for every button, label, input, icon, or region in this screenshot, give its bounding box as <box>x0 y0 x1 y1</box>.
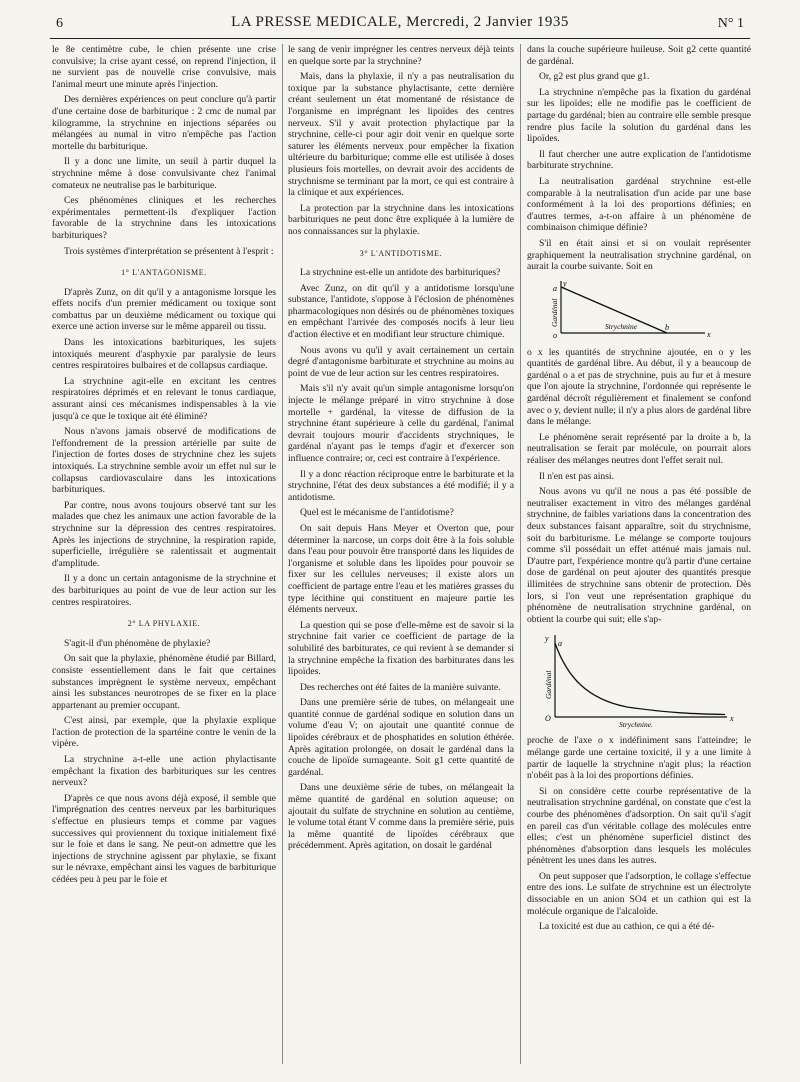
paragraph: La strychnine est-elle un antidote des barbituriques? <box>300 267 501 279</box>
paragraph: o x les quantités de strychnine ajoutée, en o y les quantités de gardénal libre. Au début, il y a beaucoup de gardénal o a et pas de strychnine, puis au fur et à mesure que l'on ajoute la strychnine, l'ordonnée qui représente le gardénal décroît régulièrement et finalement se confond avec o y, devient nulle; il n'y a plus alors de gardénal libre dans le mélange. <box>527 346 751 428</box>
paragraph: Dans une deuxième série de tubes, on mélangeait la même quantité de gardénal en solution aqueuse; on ajoutait du sulfate de strychnine en solution au centième, le volume total étant V comme dans la première série, puis la même quantité de lipoïdes cérébraux que précédemment. Après agitation, on dosait le gardénal <box>288 782 514 852</box>
paragraph: D'après ce que nous avons déjà exposé, il semble que l'imprégnation des centres nerveux par les barbituriques s'effectue en plusieurs temps et comme par vagues successives qui proviennent du toxique initialement fixé sur le foie et dans le sang. Ne peut-on admettre que les injections de strychnine agissent par phylaxie, se fixant sur le névraxe, empêchant ainsi les vagues de barbiturique cédées peu à peu par le foie et <box>52 792 276 885</box>
origin-label: o <box>553 330 557 340</box>
section-heading-phylaxie: 2° LA PHYLAXIE. <box>127 619 201 629</box>
paragraph: La protection par la strychnine dans les intoxications barbituriques ne peut donc être expliquée à la lumière de nos connaissances sur la phylaxie. <box>288 202 514 237</box>
section-heading-antidotisme: 3° L'ANTIDOTISME. <box>359 248 443 258</box>
paragraph: Dans les intoxications barbituriques, les sujets intoxiqués meurent d'asphyxie par paralysie de leurs centres respiratoires bulbaires et de collapsus cardiaque. <box>52 337 276 372</box>
paragraph: Il faut chercher une autre explication de l'antidotisme barbiturate strychnine. <box>527 148 751 172</box>
paragraph: C'est ainsi, par exemple, que la phylaxie explique l'action de protection de la spartéine contre le venin de la vipère. <box>52 715 276 750</box>
paragraph: Il y a donc une limite, un seuil à partir duquel la strychnine même à dose convulsivante chez l'animal comateux ne neutralise pas le barbiturique. <box>52 156 276 191</box>
column-2 <box>288 44 514 1064</box>
figure-linear-neutralisation <box>527 277 751 341</box>
paragraph: le sang de venir imprégner les centres nerveux déjà teints en quelque sorte par la strychnine? <box>288 44 514 67</box>
paragraph: Nous avons vu qu'il ne nous a pas été possible de neutraliser exactement in vitro des mélanges gardénal strychnine, de faibles variations dans la concentration des deux substances faisant apparaître, soit du strychnisme, soit du barbiturisme. Le mélange se comporte toujours comme s'il possédait un effet atténué mais jamais nul. D'autre part, l'expérience montre qu'à partir d'une certaine dose de gardénal on peut ajouter des quantités presque illimitées de strychnine sans obtenir de protection. Dès lors, si l'on veut une représentation graphique du phénomène de neutralisation strychnine gardénal, on obtient la courbe qui suit; elle s'ap- <box>527 486 751 625</box>
paragraph: Or, g2 est plus grand que g1. <box>539 71 650 83</box>
issue-number: N° 1 <box>717 16 744 31</box>
y-axis-letter: y <box>563 278 567 288</box>
paragraph: On sait que la phylaxie, phénomène étudié par Billard, consiste essentiellement dans le fait que certaines substances imprègnent le système nerveux, empêchant ainsi les substances neurotropes de se fixer en la place appartenant au premier occupant. <box>52 653 276 711</box>
paragraph: Le phénomène serait représenté par la droite a b, la neutralisation se ferait par molécule, on pourrait alors réaliser des mélanges neutres dont l'effet serait nul. <box>527 431 751 467</box>
paragraph: Si on considère cette courbe représentative de la neutralisation strychnine gardénal, on constate que c'est la courbe des phénomènes d'adsorption. On sait qu'il s'agit en pareil cas d'un véritable collage des molécules entre elles; c'est un phénomène superficiel distinct des phénomènes d'absorption dans lesquels les molécules pénètrent les unes dans les autres. <box>527 785 751 867</box>
paragraph: Mais, dans la phylaxie, il n'y a pas neutralisation du toxique par la substance phylactisante, cette dernière créant seulement un état momentané de résistance de l'organisme en imprégnant les lipoïdes des centres nerveux. S'il y avait protection phylactique par la strychnine, celle-ci pour agir doit venir en quelque sorte saturer les éléments nerveux pour empêcher la fixation ultérieure du barbiturique; comme elle est utilisée à doses plusieurs fois mortelles, on devrait avoir des accidents de strychnisme se terminant par la mort, ce qui est contraire à la clinique et aux expériences. <box>288 71 514 199</box>
x-axis-letter: x <box>730 714 734 724</box>
paragraph: La strychnine n'empêche pas la fixation du gardénal sur les lipoïdes; elle ne modifie pas le coefficient de partage du gardénal; bien au contraire elle semble presque rendre plus facile la solution du gardénal dans les lipoïdes. <box>527 86 751 145</box>
paragraph: On sait depuis Hans Meyer et Overton que, pour déterminer la narcose, un corps doit être à la fois soluble dans l'eau pour pouvoir être transporté dans les liquides de l'organisme et soluble dans les lipoïdes pour pouvoir se fixer sur les cellules nerveuses; il existe alors un coefficient de partage entre l'eau et les matières grasses du type lécithine qui constituent en majeure partie les éléments nerveux. <box>288 522 514 616</box>
point-a-label: a <box>553 283 557 293</box>
y-axis-letter: y <box>545 634 549 644</box>
column-1 <box>52 44 276 1064</box>
adsorption-curve <box>555 643 725 715</box>
paragraph: On peut supposer que l'adsorption, le collage s'effectue entre des ions. Le sulfate de strychnine est un électrolyte dissociable en un anion SO4 et un cathion qui est la molécule organique de l'alcaloïde. <box>527 870 751 917</box>
paragraph: Ces phénomènes cliniques et les recherches expérimentales permettent-ils d'expliquer l'action favorable de la strychnine dans les intoxications barbituriques? <box>52 195 276 241</box>
journal-title: LA PRESSE MEDICALE, Mercredi, 2 Janvier 1935 <box>231 14 569 30</box>
paragraph: proche de l'axe o x indéfiniment sans l'atteindre; le mélange garde une certaine toxicité, il y a une limite à partir de laquelle la strychnine n'agit plus; la réaction n'obéit pas à la loi des proportions définies. <box>527 735 751 782</box>
paragraph: D'après Zunz, on dit qu'il y a antagonisme lorsque les effets nocifs d'un premier médicament ou toxique sont combattus par un deuxième médicament ou toxique qui exerce une action inverse sur le même appareil ou tissu. <box>52 286 276 333</box>
section-heading-antagonisme: 1° L'ANTAGONISME. <box>121 268 207 278</box>
paragraph: dans la couche supérieure huileuse. Soit g2 cette quantité de gardénal. <box>527 44 751 67</box>
page-number: 6 <box>56 16 63 31</box>
paragraph: Des recherches ont été faites de la manière suivante. <box>300 681 501 693</box>
x-axis-label: Strychnine. <box>619 720 653 730</box>
paragraph: Nous n'avons jamais observé de modifications de l'effondrement de la pression artérielle par suite de l'injection de fortes doses de strychnine chez les sujets intoxiqués. La strychnine semble avoir un effet nul sur le collapsus cardiovasculaire dans les intoxications barbituriques. <box>52 426 276 496</box>
paragraph: La strychnine a-t-elle une action phylactisante empêchant la fixation des barbituriques sur les centres nerveux? <box>52 754 276 789</box>
paragraph: La strychnine agit-elle en excitant les centres respiratoires déprimés et en relevant le tonus cardiaque, assurant ainsi ces mécanismes indispensables à la vie jusqu'à ce que le toxique ait été éliminé? <box>52 375 276 422</box>
figure-adsorption-curve <box>527 629 751 729</box>
paragraph: Avec Zunz, on dit qu'il y a antidotisme lorsqu'une substance, l'antidote, s'oppose à l'éclosion de phénomènes pharmacologiques non désirés ou de phénomènes toxiques en empêchant l'arrivée des composés nocifs à leur lieu d'action élective et en modifiant leur structure chimique. <box>288 282 514 341</box>
paragraph: Trois systèmes d'interprétation se présentent à l'esprit : <box>64 245 274 257</box>
page-header <box>50 12 750 39</box>
origin-label: O <box>545 714 551 724</box>
paragraph: S'agit-il d'un phénomène de phylaxie? <box>64 637 211 649</box>
y-axis-label: Gardénal <box>550 298 559 327</box>
point-a-label: a <box>558 639 562 649</box>
paragraph: S'il en était ainsi et si on voulait représenter graphiquement la neutralisation strychnine gardénal, on aurait la courbe suivante. Soit en <box>527 237 751 273</box>
paragraph: Mais s'il n'y avait qu'un simple antagonisme lorsqu'on injecte le mélange préparé in vitro strychnine à dose mortelle + gardénal, la vitesse de diffusion de la strychnine étant supérieure à celle du gardénal, l'animal devrait toujours mourir d'accidents strychniques, le gardénal n'ayant pas le temps d'agir et d'exercer son influence contraire; or, ceci est contraire à l'expérience. <box>288 383 514 464</box>
paragraph: Des dernières expériences on peut conclure qu'à partir d'une certaine dose de barbiturique : 2 cmc de numal par kilogramme, la strychnine en injections séparées ou mélangées au numal in vitro n'empêche pas l'action mortelle du barbiturique. <box>52 94 276 152</box>
paragraph: La neutralisation gardénal strychnine est-elle comparable à la neutralisation d'un acide par une base conformément à la loi des proportions définies; en d'autres termes, a-t-on affaire à un phénomène de combinaison chimique définie? <box>527 175 751 234</box>
paragraph: Quel est le mécanisme de l'antidotisme? <box>300 507 454 519</box>
point-b-label: b <box>665 322 669 332</box>
paragraph: le 8e centimètre cube, le chien présente une crise convulsive; la crise ayant cessé, on reprend l'injection, il ne survient pas de nouvelle crise convulsive, mais l'animal meurt une minute après l'injection. <box>52 44 276 90</box>
column-3 <box>527 44 751 1064</box>
paragraph: Par contre, nous avons toujours observé tant sur les malades que chez les animaux une action favorable de la strychnine sur la dépression des centres respiratoires. Après les injections de strychnine, la respiration rapide, superficielle, irrégulière se ralentissait et augmentait d'amplitude. <box>52 499 276 569</box>
paragraph: Dans une première série de tubes, on mélangeait une quantité connue de gardénal sodique en solution dans un volume d'eau V; on ajoutait une quantité connue de lipoïdes cérébraux et de phosphatides en solution éthérée. Après agitation prolongée, on dosait le gardénal dans la couche de lipoïde surnageante. Soit g1 cette quantité de gardénal. <box>288 697 514 778</box>
paragraph: La toxicité est due au cathion, ce qui a été dé- <box>539 921 715 933</box>
paragraph: La question qui se pose d'elle-même est de savoir si la strychnine fait varier ce coefficient de partage de la solubilité des barbiturates, ce qui revient à se demander si la strychnine empêche la fixation des barbiturates dans les lipoïdes. <box>288 619 514 678</box>
x-axis-label: Strychnine <box>605 321 638 331</box>
paragraph: Il y a donc réaction réciproque entre le barbiturate et la strychnine, l'état des deux substances a été modifié; il y a antidotisme. <box>288 468 514 503</box>
column-divider <box>520 44 521 1064</box>
paragraph: Il y a donc un certain antagonisme de la strychnine et des barbituriques au point de vue de leur action sur les centres respiratoires. <box>52 573 276 608</box>
paragraph: Il n'en est pas ainsi. <box>539 470 614 482</box>
paragraph: Nous avons vu qu'il y avait certainement un certain degré d'antagonisme barbiturate et strychnine au moins au point de vue de leur action sur les centres respiratoires. <box>288 344 514 379</box>
x-axis-letter: x <box>707 329 711 339</box>
column-divider <box>282 44 283 1064</box>
y-axis-label: Gardénal <box>544 670 553 700</box>
